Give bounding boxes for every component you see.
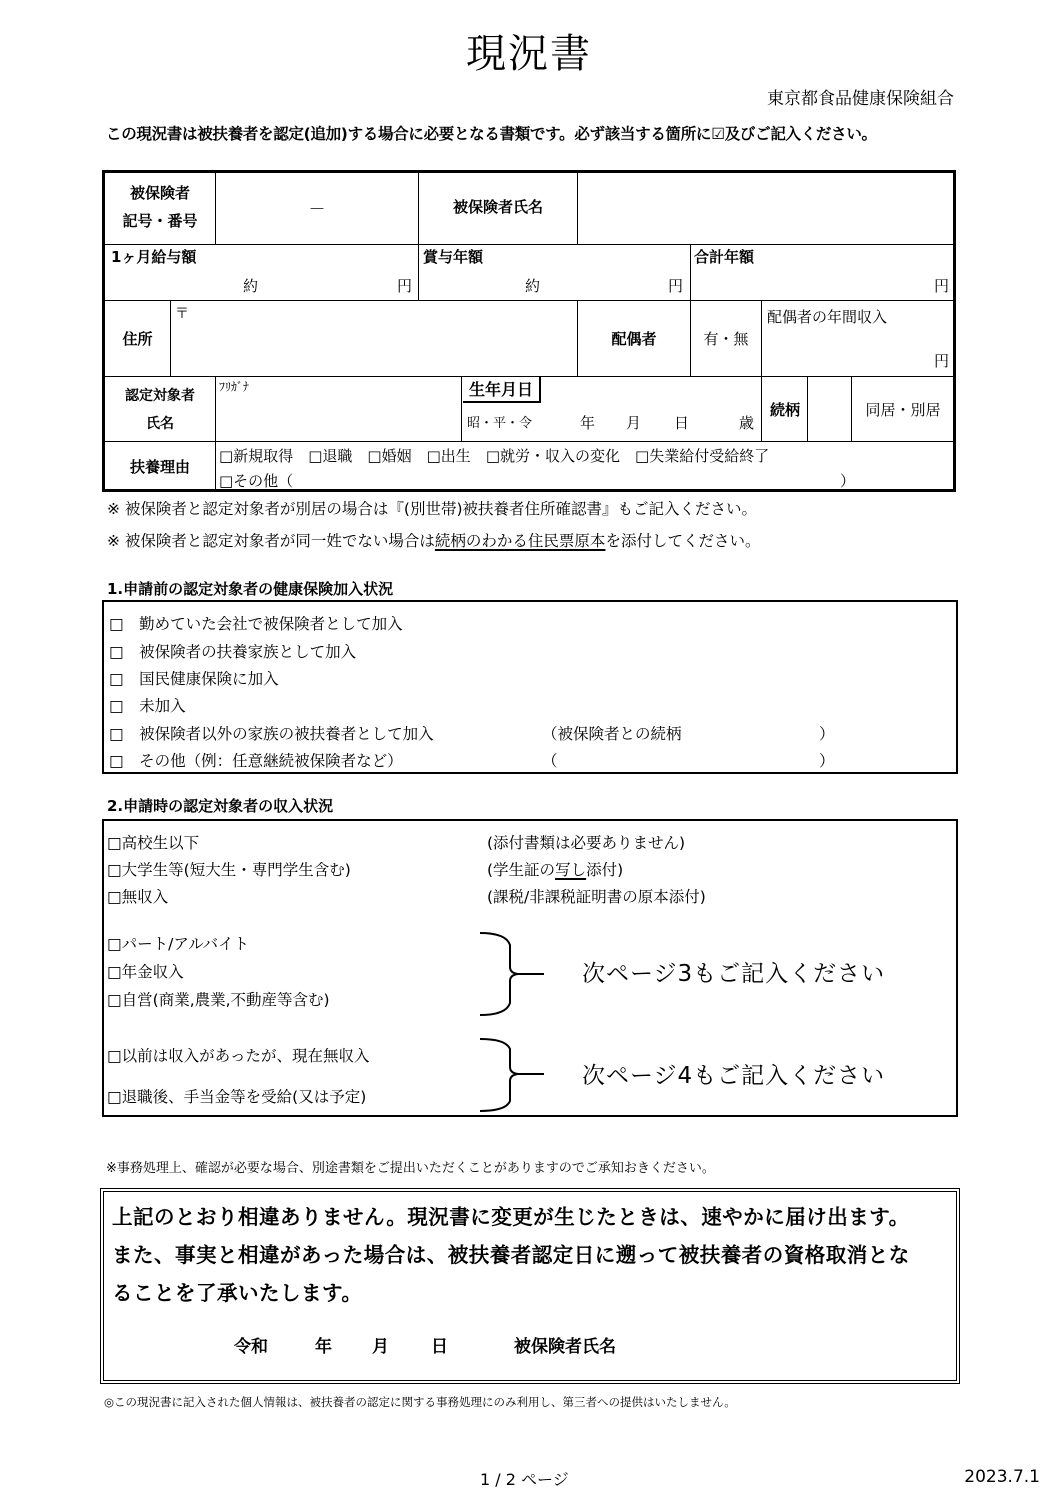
page-indicator: 1 / 2 ページ [480,1470,569,1489]
income-option-pension[interactable]: □年金収入 [107,963,184,981]
income-option-student[interactable]: □大学生等(短大生・専門学生含む) [107,861,351,879]
signer-name-label: 被保険者氏名 [514,1337,616,1357]
declaration-line-1: 上記のとおり相違ありません。現況書に変更が生じたときは、速やかに届け出ます。 [112,1205,910,1229]
income-option-highschool[interactable]: □高校生以下 [107,834,200,852]
reason-income-change[interactable]: □就労・収入の変化 [485,447,620,465]
resident-card-underline: 続柄のわかる住民票原本 [434,532,606,550]
declaration-line-2: また、事実と相違があった場合は、被扶養者認定日に遡って被扶養者の資格取消とな [112,1243,910,1267]
monthly-salary-approx: 約 [243,277,259,295]
income-option-selfemployed[interactable]: □自営(商業,農業,不動産等含む) [107,991,330,1009]
income-note-student: (学生証の写し添付) [487,861,624,879]
bonus-unit: 円 [668,277,684,295]
reason-birth[interactable]: □出生 [426,447,471,465]
income-option-formerly[interactable]: □以前は収入があったが、現在無収入 [107,1047,370,1065]
monthly-salary-label: 1ヶ月給与額 [111,248,197,266]
revision-date: 2023.7.1 [964,1467,1040,1487]
applicant-info-table [102,170,956,492]
total-unit: 円 [934,277,950,295]
divider [577,173,578,244]
section1-item[interactable]: □ 未加入 [109,697,186,715]
monthly-salary-unit: 円 [397,277,413,295]
signer-name-field[interactable] [634,1324,944,1360]
declaration-line-3: ることを了承いたします。 [112,1281,363,1305]
address-field[interactable] [173,303,575,375]
other-paren-open: （ [542,752,558,770]
relation-label: 続柄 [769,401,800,419]
insured-number-field[interactable]: － [308,200,326,220]
income-note-highschool: (添付書類は必要ありません) [487,834,686,852]
office-note: ※事務処理上、確認が必要な場合、別途書類をご提出いただくことがありますのでご承知おきください。 [106,1161,715,1176]
relation-paren-close: ） [819,725,835,743]
reason-other-close: ） [840,472,856,490]
birth-month-label: 月 [626,414,642,432]
section1-box [102,600,958,774]
checkbox[interactable]: □ [109,670,124,688]
privacy-note: ◎この現況書に記入された個人情報は、被扶養者の認定に関する事務処理にのみ利用し、第三者への提供はいたしません。 [104,1395,736,1409]
organization-name: 東京都食品健康保険組合 [767,89,954,109]
section1-item[interactable]: □ 被保険者以外の家族の被扶養者として加入 [109,725,434,743]
note-different-surname: ※ 被保険者と認定対象者が同一姓でない場合は続柄のわかる住民票原本を添付してください。 [107,532,761,550]
reason-unemployment-end[interactable]: □失業給付受給終了 [635,447,770,465]
divider [461,376,462,441]
address-label: 住所 [122,330,153,348]
postal-mark: 〒 [175,306,189,322]
section2-heading: 2.申請時の認定対象者の収入状況 [107,797,334,815]
note-separate-residence: ※ 被保険者と認定対象者が別居の場合は『(別世帯)被扶養者住所確認書』もご記入ください。 [107,500,758,518]
era-options[interactable]: 昭・平・令 [467,416,533,431]
income-option-none[interactable]: □無収入 [107,888,169,906]
document-title: 現況書 [466,31,592,77]
intro-text: この現況書は被扶養者を認定(追加)する場合に必要となる書類です。必ず該当する箇所に☑及びご記入ください。 [106,125,877,143]
relation-field[interactable] [809,379,850,439]
insured-name-label: 被保険者氏名 [452,198,543,216]
monthly-salary-field[interactable] [265,269,390,297]
total-label: 合計年額 [694,248,755,266]
divider [418,173,419,300]
bonus-approx: 約 [525,277,541,295]
section1-item[interactable]: □ その他（例：任意継続被保険者など） [109,752,403,770]
birth-day-label: 日 [674,414,690,432]
dependent-name-label: 認定対象者 氏名 [125,388,195,432]
reason-other[interactable]: □その他（ [219,472,294,490]
next-page-3-note: 次ページ3もご記入ください [582,961,886,987]
spouse-income-field[interactable] [767,328,927,372]
divider [215,173,216,244]
other-paren-close: ） [819,752,835,770]
cohabit-options[interactable]: 同居・別居 [865,401,941,419]
checkbox[interactable]: □ [109,725,124,743]
divider [690,244,691,300]
insured-name-field[interactable] [579,175,951,243]
section1-item[interactable]: □ 国民健康保険に加入 [109,670,279,688]
total-field[interactable] [705,269,925,297]
divider [577,300,578,376]
right-brace-icon [476,1037,552,1113]
birth-label: 生年月日 [463,376,541,403]
divider [851,376,852,441]
checkbox[interactable]: □ [109,752,124,770]
declaration-box [100,1188,960,1384]
divider [690,300,691,376]
divider [105,441,953,442]
bonus-field[interactable] [547,269,662,297]
section1-item[interactable]: □ 被保険者の扶養家族として加入 [109,643,357,661]
signature-year: 年 [315,1337,332,1357]
divider [215,376,216,492]
reason-label: 扶養理由 [129,458,190,476]
section1-item[interactable]: □ 勤めていた会社で被保険者として加入 [109,615,403,633]
furigana-label: ﾌﾘｶﾞﾅ [219,380,250,394]
spouse-income-unit: 円 [934,352,950,370]
income-option-parttime[interactable]: □パート/アルバイト [107,935,250,953]
insured-number-label: 被保険者 記号・番号 [122,184,198,230]
signature-month: 月 [372,1337,389,1357]
checkbox[interactable]: □ [109,615,124,633]
reason-options [219,445,769,466]
signature-day: 日 [431,1337,448,1357]
section1-heading: 1.申請前の認定対象者の健康保険加入状況 [107,580,394,598]
income-note-none: (課税/非課税証明書の原本添付) [487,888,706,906]
right-brace-icon [476,931,552,1017]
relation-paren-open: （被保険者との続柄 [542,725,682,743]
divider [105,300,953,301]
age-label: 歳 [739,414,755,432]
divider [170,300,171,376]
spouse-income-label: 配偶者の年間収入 [767,308,888,326]
reason-retire[interactable]: □退職 [308,447,353,465]
section2-box [102,819,958,1117]
reason-marriage[interactable]: □婚姻 [367,447,412,465]
next-page-4-note: 次ページ4もご記入ください [582,1063,886,1089]
income-option-allowance[interactable]: □退職後、手当金等を受給(又は予定) [107,1088,367,1106]
divider [807,376,808,441]
divider [105,244,953,245]
dependent-name-field[interactable] [219,395,459,439]
divider [761,300,762,441]
birth-year-label: 年 [580,414,596,432]
bonus-label: 賞与年額 [423,248,484,266]
checkbox[interactable]: □ [109,643,124,661]
checkbox[interactable]: □ [109,697,124,715]
signature-era: 令和 [234,1337,268,1357]
reason-new[interactable]: □新規取得 [219,447,294,465]
spouse-options[interactable]: 有・無 [703,330,749,348]
spouse-label: 配偶者 [611,330,657,348]
